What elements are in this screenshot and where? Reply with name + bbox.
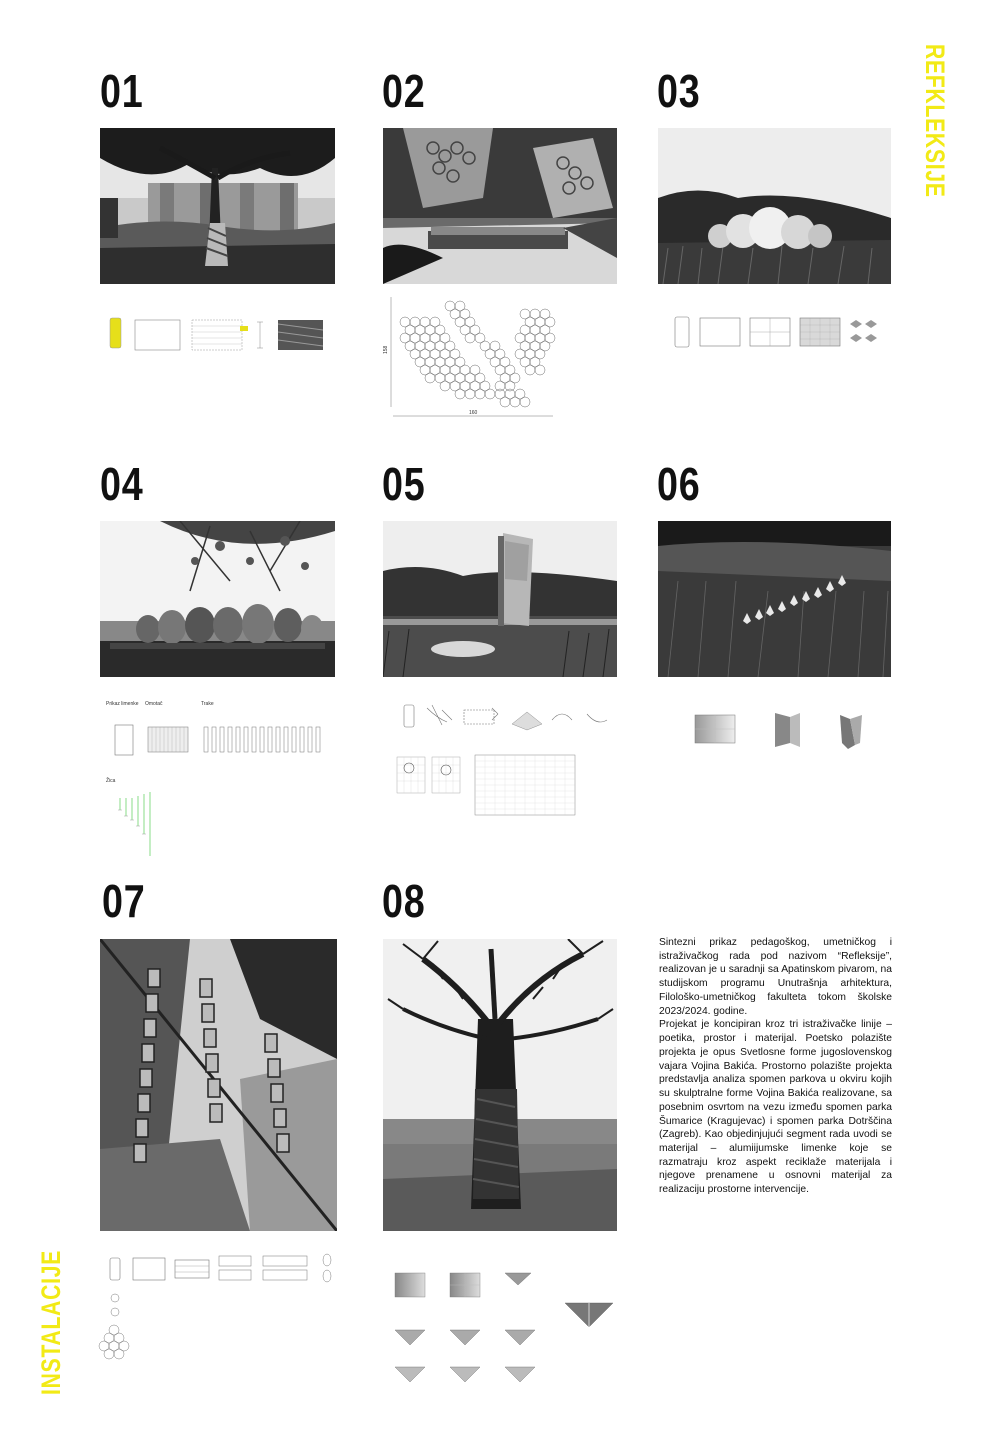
drawing-06-folding-shapes xyxy=(680,705,885,755)
photo-07-hanging-chains xyxy=(100,939,337,1231)
photo-06-folded-elements-grass xyxy=(658,521,891,677)
side-title-refleksije: REFKLEKSIJE xyxy=(920,44,950,198)
drawing-04-strips-label: Trake xyxy=(201,701,214,707)
side-title-instalacije: INSTALACIJE xyxy=(36,1249,66,1395)
photo-05-monument-slab xyxy=(383,521,617,677)
description-paragraph-1: Sintezni prikaz pedagoškog, umetničkog i istraživačkog rada pod nazivom “Refleksije”, realizovan je u saradnji sa Apatinskom pivarom, na studijskom programu Unutrašnja arhitektura, Filološko-umetničkog fakulteta tokom školske 2023/2024. godine. xyxy=(659,937,892,1017)
drawing-04-wrap-label: Omotač xyxy=(145,701,163,707)
drawing-07-chain-elements xyxy=(95,1248,340,1368)
photo-03-disks-field xyxy=(658,128,891,284)
photo-04-disks-under-tree xyxy=(100,521,335,677)
drawing-02-height-label: 158 xyxy=(383,345,389,354)
drawing-02-ring-pattern xyxy=(383,292,558,422)
panel-number-04: 04 xyxy=(100,458,144,510)
project-description xyxy=(659,936,892,1197)
drawing-05-cutting-steps xyxy=(392,700,617,820)
panel-number-02: 02 xyxy=(382,65,426,117)
panel-number-05: 05 xyxy=(382,458,426,510)
panel-number-03: 03 xyxy=(657,65,701,117)
panel-number-01: 01 xyxy=(100,65,144,117)
drawing-04-wire-label: Žica xyxy=(106,778,116,784)
panel-number-07: 07 xyxy=(102,875,146,927)
drawing-08-folding-triangles xyxy=(385,1255,617,1390)
drawing-04-can-strips xyxy=(100,698,340,858)
photo-02-hanging-rings-installation xyxy=(383,128,617,284)
photo-01-tree-installation xyxy=(100,128,335,284)
drawing-04-can-label: Prikaz limenke xyxy=(106,701,139,707)
drawing-03-can-panels xyxy=(670,312,892,352)
drawing-01-can-unfold xyxy=(100,312,335,358)
panel-number-08: 08 xyxy=(382,875,426,927)
photo-08-tree-wrapped-trunk xyxy=(383,939,617,1231)
panel-number-06: 06 xyxy=(657,458,701,510)
description-paragraph-2: Projekat je koncipiran kroz tri istraživačke linije – poetika, prostor i materijal. Poetsko polazište projekta je opus Svetlosne forme jugoslovenskog vajara Vojina Bakića. Prostorno polazište projekta predstavlja analiza spomen parkova u okviru kojih su skulptralne forme Vojina Bakića realizovane, sa posebnim osvrtom na vezu između spomen parka Šumarice (Kragujevac) i spomen parka Dotrščina (Zagreb). Kao objedinjujući segment rada uvodi se materijal – alumiijumske limenke koje se razmatraju kroz aspekt reciklaže materijala i njegove prenamene u osnovni materijal za realizaciju prostorne intervencije. xyxy=(659,1019,892,1196)
drawing-02-width-label: 160 xyxy=(469,410,478,416)
